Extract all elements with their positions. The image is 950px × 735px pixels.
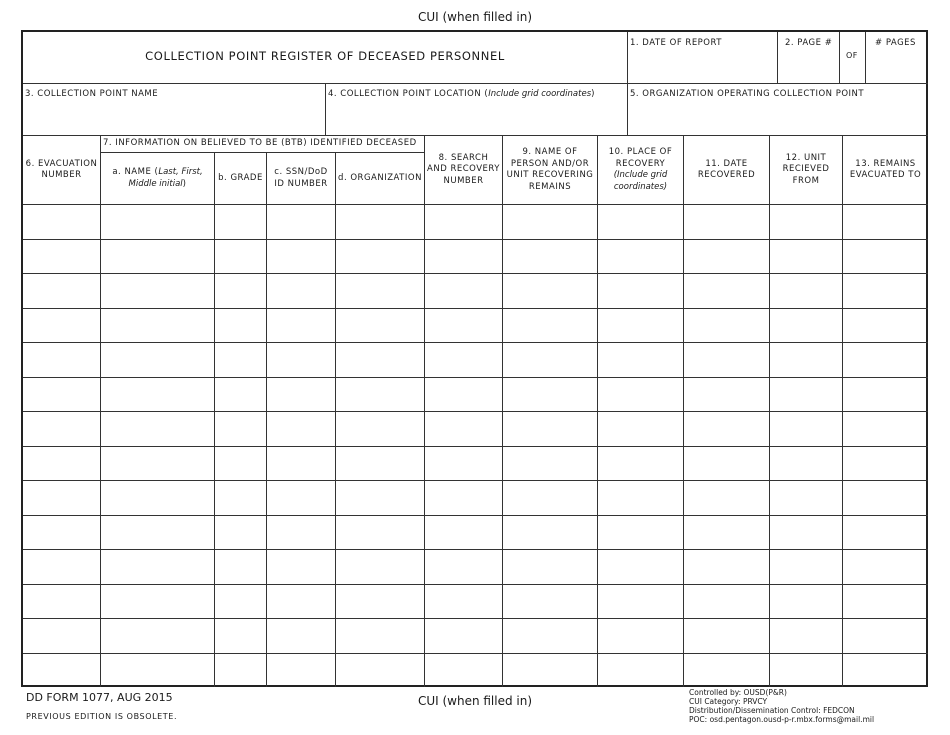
- row-divider: [23, 653, 928, 654]
- table-row[interactable]: [23, 516, 928, 550]
- divider: [839, 32, 840, 83]
- obsolete-notice: PREVIOUS EDITION IS OBSOLETE.: [26, 712, 178, 721]
- row-divider: [23, 411, 928, 412]
- control-block: [689, 688, 874, 724]
- table-row[interactable]: [23, 240, 928, 274]
- register-form: [21, 30, 928, 687]
- operating-organization-label: 5. ORGANIZATION OPERATING COLLECTION POINT: [630, 89, 865, 99]
- col-remains-evacuated-to: 13. REMAINS EVACUATED TO: [849, 158, 922, 180]
- collection-point-location-field[interactable]: [326, 84, 627, 135]
- controlled-by: Controlled by: OUSD(P&R): [689, 688, 787, 697]
- total-pages-field[interactable]: [866, 32, 928, 83]
- row-divider: [23, 584, 928, 585]
- row-divider: [23, 480, 928, 481]
- col-place-of-recovery: 10. PLACE OF RECOVERY (Include grid coordinates): [608, 147, 673, 192]
- table-row[interactable]: [23, 309, 928, 343]
- collection-point-location-label: 4. COLLECTION POINT LOCATION (Include grid coordinates): [328, 89, 595, 99]
- table-row[interactable]: [23, 550, 928, 584]
- btb-info-group-label: 7. INFORMATION ON BELIEVED TO BE (BTB) IDENTIFIED DECEASED: [103, 138, 417, 148]
- page-number-label: 2. PAGE #: [785, 38, 833, 48]
- col-recovering-unit: 9. NAME OF PERSON AND/OR UNIT RECOVERING REMAINS: [506, 147, 594, 192]
- poc-email: POC: osd.pentagon.ousd-p-r.mbx.forms@mail.mil: [689, 715, 875, 724]
- col-grade: b. GRADE: [218, 172, 263, 183]
- distribution-control: Distribution/Dissemination Control: FEDCON: [689, 706, 855, 715]
- cui-marking-bottom: CUI (when filled in): [417, 694, 533, 708]
- table-row[interactable]: [23, 585, 928, 619]
- row-divider: [23, 239, 928, 240]
- row-divider: [23, 377, 928, 378]
- form-id: DD FORM 1077, AUG 2015: [26, 691, 173, 704]
- col-date-recovered: 11. DATE RECOVERED: [697, 158, 756, 180]
- col-name: a. NAME (Last, First, Middle initial): [112, 167, 203, 189]
- cui-category: CUI Category: PRVCY: [689, 697, 768, 706]
- row-divider: [23, 273, 928, 274]
- table-row[interactable]: [23, 619, 928, 653]
- table-row[interactable]: [23, 447, 928, 481]
- collection-point-name-field[interactable]: [23, 84, 325, 135]
- col-organization: d. ORGANIZATION: [338, 172, 422, 183]
- total-pages-label: # PAGES: [875, 38, 916, 48]
- table-row[interactable]: [23, 274, 928, 308]
- col-unit-received-from: 12. UNIT RECIEVED FROM: [782, 152, 830, 186]
- row-divider: [23, 515, 928, 516]
- row-divider: [23, 446, 928, 447]
- table-row[interactable]: [23, 343, 928, 377]
- date-of-report-field[interactable]: [628, 32, 777, 83]
- col-ssn: c. SSN/DoD ID NUMBER: [274, 167, 328, 189]
- table-row[interactable]: [23, 205, 928, 239]
- operating-organization-field[interactable]: [628, 84, 928, 135]
- cui-marking-top: CUI (when filled in): [417, 10, 533, 24]
- date-of-report-label: 1. DATE OF REPORT: [630, 38, 722, 48]
- row-divider: [23, 342, 928, 343]
- of-label: OF: [846, 51, 858, 60]
- col-evacuation-number: 6. EVACUATION NUMBER: [25, 158, 98, 180]
- row-divider: [23, 308, 928, 309]
- table-row[interactable]: [23, 654, 928, 688]
- table-row[interactable]: [23, 481, 928, 515]
- form-title: COLLECTION POINT REGISTER OF DECEASED PERSONNEL: [145, 49, 505, 63]
- row-divider: [23, 549, 928, 550]
- page-number-field[interactable]: [778, 32, 839, 83]
- table-row[interactable]: [23, 412, 928, 446]
- table-row[interactable]: [23, 378, 928, 412]
- row-divider: [23, 618, 928, 619]
- collection-point-name-label: 3. COLLECTION POINT NAME: [25, 89, 159, 99]
- col-search-recovery-number: 8. SEARCH AND RECOVERY NUMBER: [427, 152, 500, 186]
